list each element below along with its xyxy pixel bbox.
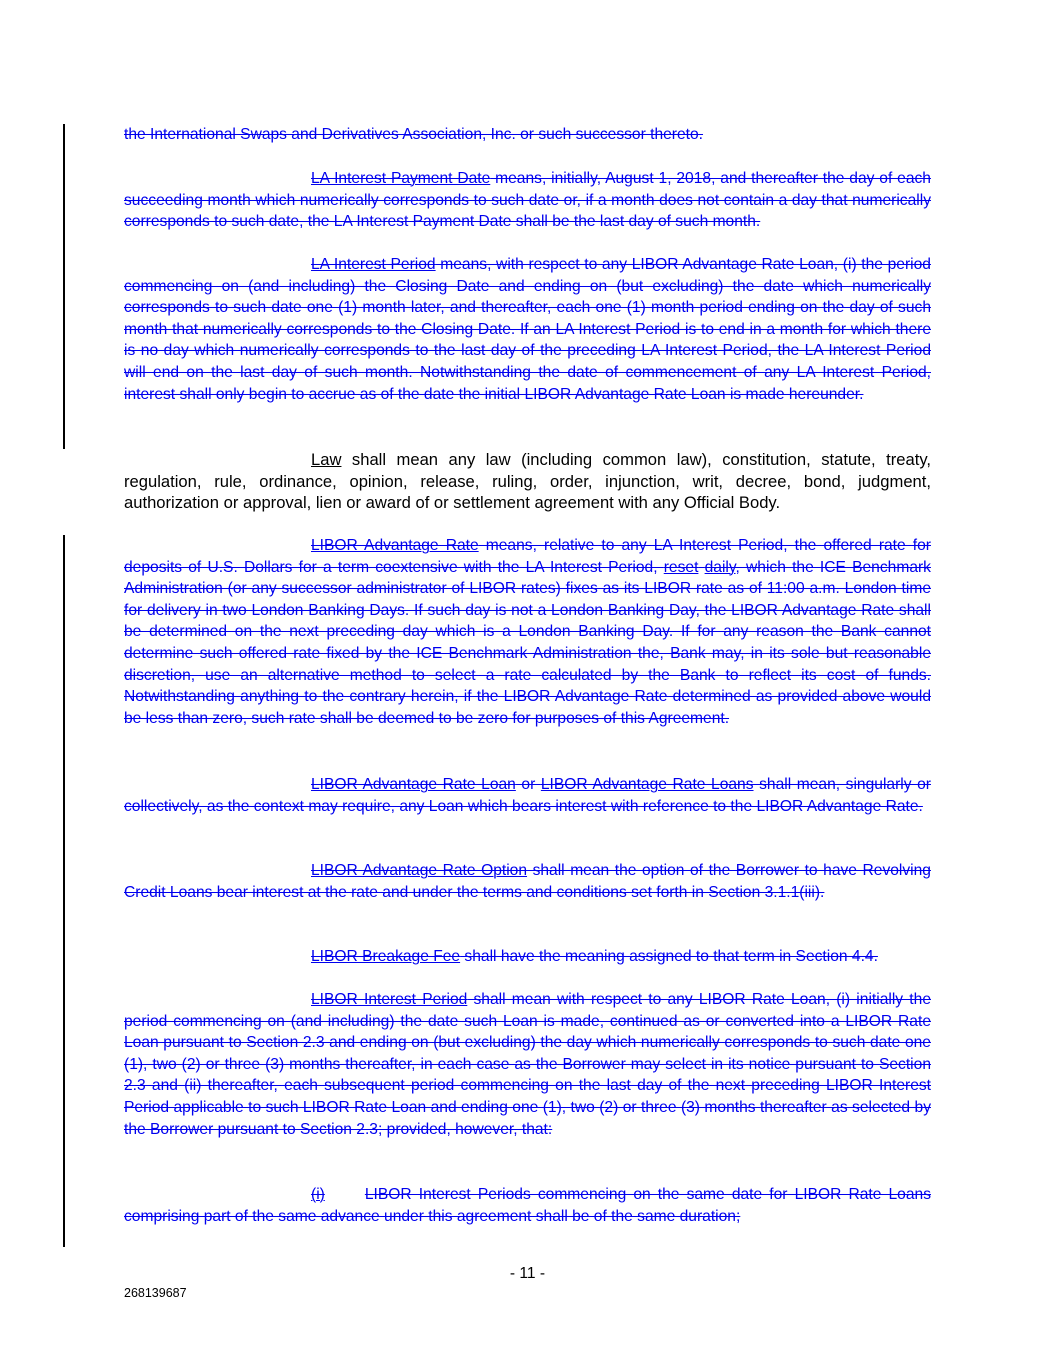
deleted-text: shall mean, singularly or collectively, as the context may require, any Loan which bears interest with reference to the LIBOR Advantage Rate.	[124, 776, 931, 815]
deleted-text: or	[515, 776, 541, 793]
definition-text: shall mean any law (including common law), constitution, statute, treaty, regulation, rule, ordinance, opinion, release, ruling, order, injunction, writ, decree, bond, judgment, authorization or approval, lien or award of or settlement agreement with any Official Body.	[124, 450, 931, 513]
paragraph-isda-continuation	[124, 124, 931, 146]
defined-term: LIBOR Breakage Fee	[311, 948, 461, 965]
deleted-text: shall mean with respect to any LIBOR Rate Loan, (i) initially the period commencing on (and including) the date such Loan is made, continued as or converted into a LIBOR Rate Loan pursuant to Section 2.3 and ending on (but excluding) the day which numerically corresponds to such date one (1), two (2) or three (3) months thereafter, in each case as the Borrower may select in its notice pursuant to Section 2.3 and (ii) thereafter, each subsequent period commencing on the last day of the next preceding LIBOR Interest Period applicable to such LIBOR Rate Loan and ending one (1), two (2) or three (3) months thereafter as selected by the Borrower pursuant to Section 2.3; provided, however, that:	[124, 991, 931, 1138]
deleted-text: means, with respect to any LIBOR Advantage Rate Loan, (i) the period commencing on (and including) the Closing Date and ending on (but excluding) the date which numerically corresponds to such date one (1) month later, and thereafter, each one (1) month period ending on the day of such month that numerically corresponds to the Closing Date. If an LA Interest Period is to end in a month for which there is no day which numerically corresponds to the last day of the preceding LA Interest Period, the LA Interest Period will end on the last day of such month. Notwithstanding the date of commencement of any LA Interest Period, interest shall only begin to accrue as of the date the initial LIBOR Advantage Rate Loan is made hereunder.	[124, 256, 931, 403]
deleted-text: shall have the meaning assigned to that term in Section 4.4.	[460, 948, 878, 965]
deleted-text: LIBOR Interest Periods commencing on the same date for LIBOR Rate Loans comprising part of the same advance under this agreement shall be of the same duration;	[124, 1186, 931, 1225]
deleted-text: the International Swaps and Derivatives Association, Inc. or such successor thereto.	[124, 126, 704, 143]
definition-libor-advantage-rate-loan	[124, 774, 931, 817]
definition-libor-interest-period	[124, 989, 931, 1140]
document-id: 268139687	[124, 1286, 187, 1300]
change-bar	[63, 124, 65, 449]
change-bar	[63, 535, 65, 1247]
defined-term: LA Interest Payment Date	[311, 170, 491, 187]
defined-term: LIBOR Advantage Rate Loans	[540, 776, 754, 793]
deleted-text: means, relative to any LA Interest Period, the offered rate for deposits of U.S. Dollars for a term coextensive with the LA Interest Period,	[124, 537, 931, 576]
defined-term: LA Interest Period	[311, 256, 436, 273]
definition-la-interest-payment-date	[124, 168, 931, 233]
definition-la-interest-period	[124, 254, 931, 405]
defined-term: LIBOR Advantage Rate	[311, 537, 479, 554]
list-number: (i)	[311, 1186, 325, 1203]
definition-law	[124, 449, 931, 514]
definition-libor-advantage-rate-option	[124, 860, 931, 903]
page-number: - 11 -	[509, 1265, 546, 1282]
deleted-text: means, initially, August 1, 2018, and thereafter the day of each succeeding month which numerically corresponds to such date or, if a month does not contain a day that numerically corresponds to such date, the LA Interest Payment Date shall be the last day of such month.	[124, 170, 931, 231]
proviso-item-i	[124, 1184, 931, 1227]
defined-term: Law	[311, 450, 342, 469]
definition-libor-breakage-fee	[124, 946, 931, 968]
deleted-text: , which the ICE Benchmark Administration (or any successor administrator of LIBOR rates) fixes as its LIBOR rate as of 11:00 a.m. London time for delivery in two London Banking Days. If such day is not a London Banking Day, the LIBOR Advantage Rate shall be determined on the next preceding day which is a London Banking Day. If for any reason the Bank cannot determine such offered rate fixed by the ICE Benchmark Administration the, Bank may, in its sole but reasonable discretion, use an alternative method to select a rate calculated by the Bank to reflect its cost of funds. Notwithstanding anything to the contrary herein, if the LIBOR Advantage Rate determined as provided above would be less than zero, such rate shall be deemed to be zero for purposes of this Agreement.	[124, 558, 931, 727]
definition-libor-advantage-rate	[124, 535, 931, 729]
deleted-text: shall mean the option of the Borrower to have Revolving Credit Loans bear interest at the rate and under the terms and conditions set forth in Section 3.1.1(iii).	[124, 862, 931, 901]
defined-term: LIBOR Advantage Rate Loan	[311, 776, 516, 793]
inserted-word: reset	[663, 558, 699, 576]
defined-term: LIBOR Advantage Rate Option	[311, 862, 528, 879]
defined-term: LIBOR Interest Period	[311, 991, 468, 1008]
inserted-word: daily	[704, 558, 736, 576]
